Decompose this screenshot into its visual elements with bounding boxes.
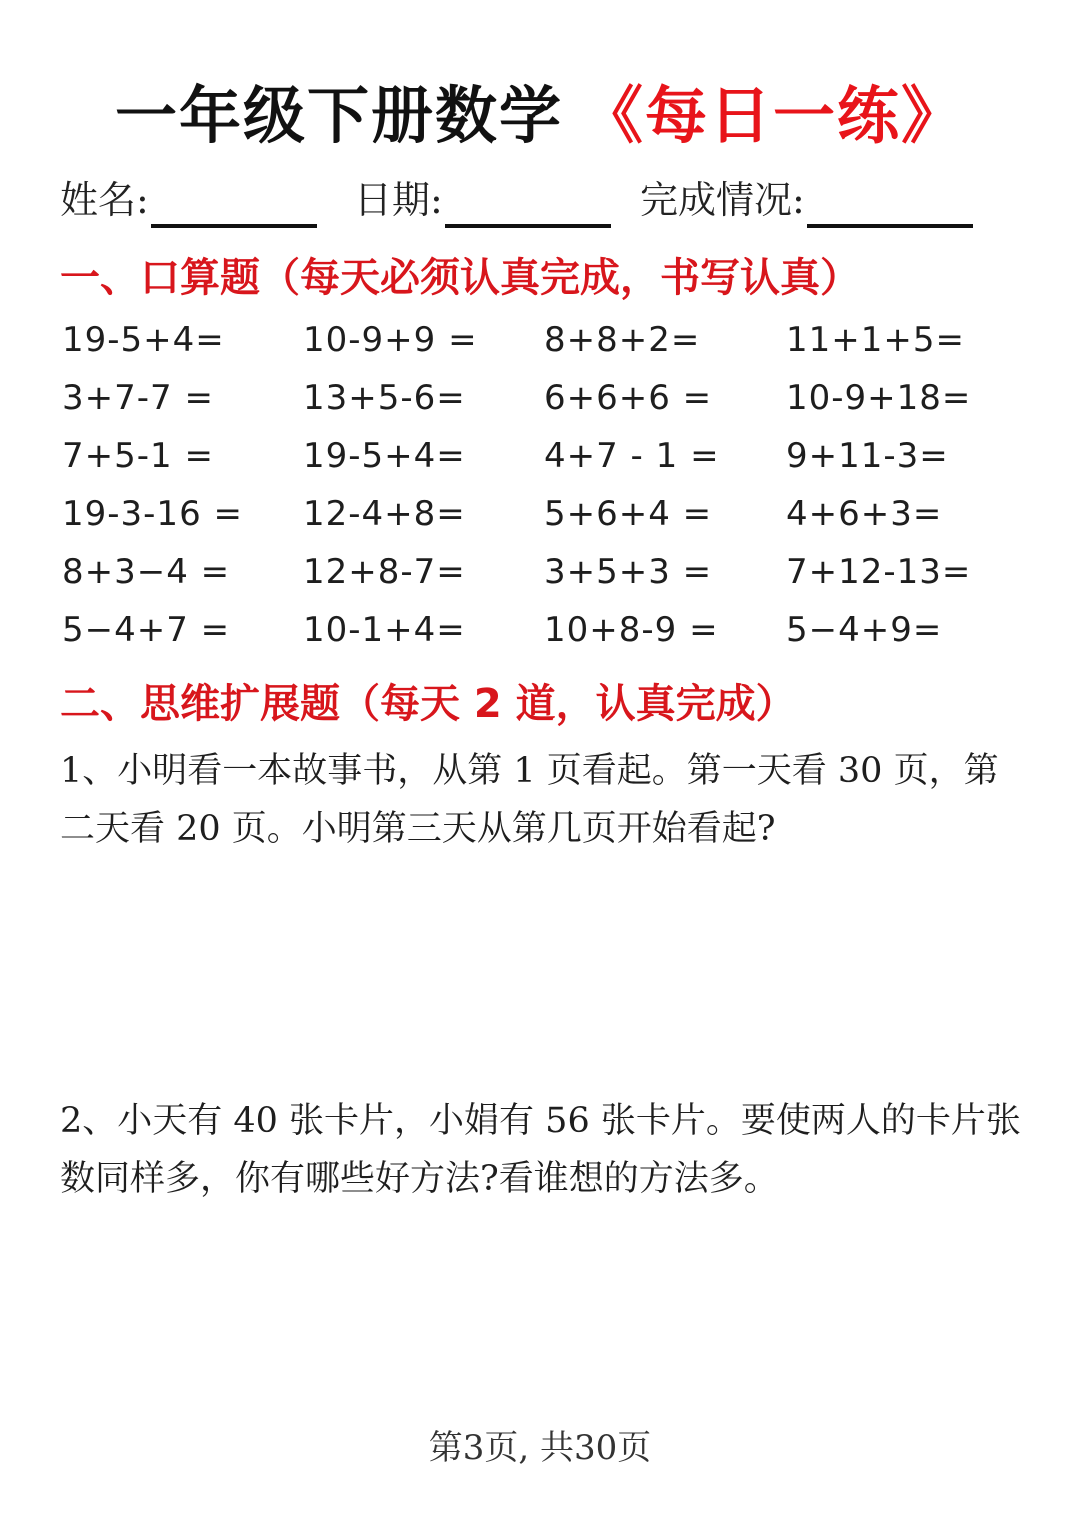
word-problem-1: 1、小明看一本故事书，从第 1 页看起。第一天看 30 页，第二天看 20 页。小明第三天从第几页开始看起? — [60, 751, 999, 849]
mental-math-grid — [62, 312, 1022, 660]
calc-item: 19-3-16 = — [62, 494, 243, 534]
calc-item: 19-5+4= — [303, 436, 466, 476]
calc-item: 19-5+4= — [62, 320, 225, 360]
calc-item: 5−4+7 = — [62, 610, 231, 650]
status-blank[interactable] — [807, 180, 973, 228]
info-row — [60, 172, 1020, 232]
date-label: 日期: — [354, 178, 443, 222]
name-field[interactable] — [60, 172, 317, 228]
calc-item: 7+12-13= — [786, 552, 972, 592]
calc-item: 10+8-9 = — [544, 610, 719, 650]
calc-item: 5−4+9= — [786, 610, 943, 650]
calc-row — [62, 370, 1022, 428]
page-indicator: 第3页, 共30页 — [428, 1428, 652, 1468]
calc-row — [62, 602, 1022, 660]
name-blank[interactable] — [151, 180, 317, 228]
calc-item: 10-9+18= — [786, 378, 972, 418]
calc-item: 4+7 - 1 = — [544, 436, 720, 476]
section1-heading: 一、口算题（每天必须认真完成，书写认真） — [60, 255, 860, 301]
status-field[interactable] — [640, 172, 973, 228]
calc-item: 5+6+4 = — [544, 494, 713, 534]
calc-item: 3+5+3 = — [544, 552, 713, 592]
calc-item: 13+5-6= — [303, 378, 466, 418]
calc-item: 8+8+2= — [544, 320, 701, 360]
date-field[interactable] — [354, 172, 611, 228]
calc-row — [62, 486, 1022, 544]
calc-row — [62, 312, 1022, 370]
calc-item: 8+3−4 = — [62, 552, 231, 592]
calc-item: 6+6+6 = — [544, 378, 713, 418]
calc-item: 7+5-1 = — [62, 436, 214, 476]
section2-heading: 二、思维扩展题（每天 2 道，认真完成） — [60, 681, 796, 727]
date-blank[interactable] — [445, 180, 611, 228]
calc-item: 9+11-3= — [786, 436, 949, 476]
calc-item: 10-9+9 = — [303, 320, 478, 360]
calc-item: 3+7-7 = — [62, 378, 214, 418]
calc-item: 10-1+4= — [303, 610, 466, 650]
calc-row — [62, 428, 1022, 486]
calc-item: 12-4+8= — [303, 494, 466, 534]
name-label: 姓名: — [60, 178, 149, 222]
page-title — [0, 78, 1080, 154]
calc-item: 11+1+5= — [786, 320, 965, 360]
status-label: 完成情况: — [640, 178, 805, 222]
title-main: 一年级下册数学 — [114, 79, 563, 152]
calc-row — [62, 544, 1022, 602]
calc-item: 4+6+3= — [786, 494, 943, 534]
word-problem-2: 2、小天有 40 张卡片，小娟有 56 张卡片。要使两人的卡片张数同样多，你有哪些好方法?看谁想的方法多。 — [60, 1101, 1021, 1199]
title-accent: 《每日一练》 — [581, 79, 966, 152]
calc-item: 12+8-7= — [303, 552, 466, 592]
